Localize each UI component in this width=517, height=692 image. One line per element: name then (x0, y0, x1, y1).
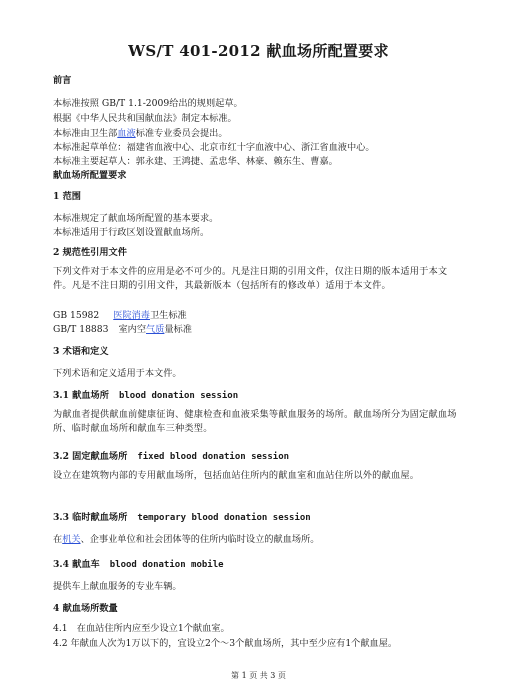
term-3-4-definition: 提供车上献血服务的专业车辆。 (53, 581, 182, 592)
term-3-3-definition (53, 531, 319, 545)
reference-2-post: 量标准 (164, 324, 192, 335)
section-4-item-2: 4.2 年献血人次为1万以下的，宜设立2个～3个献血场所，其中至少应有1个献血屋。 (53, 638, 398, 649)
section-4-item-1: 4.1 在血站住所内应至少设立1个献血室。 (53, 623, 230, 634)
term-3-3-def-post: 、企事业单位和社会团体等的住所内临时设立的献血场所。 (80, 534, 320, 545)
term-3-2 (53, 448, 289, 462)
section-2-heading: 2 规范性引用文件 (53, 247, 127, 258)
term-3-1-definition: 为献血者提供献血前健康征询、健康检查和血液采集等献血服务的场所。献血场所分为固定献血场所、临时献血场所和献血车三种类型。 (53, 409, 457, 434)
term-3-3-def-pre: 在 (53, 534, 63, 545)
reference-1-post: 卫生标准 (150, 310, 187, 321)
foreword-line-5: 本标准主要起草人：郭永建、王鸿捷、孟忠华、林豪、赖东生、曹嘉。 (53, 156, 338, 167)
foreword-heading: 前言 (53, 75, 72, 86)
term-3-3-en: temporary blood donation session (137, 513, 311, 523)
foreword-line-4: 本标准起草单位：福建省血液中心、北京市红十字血液中心、浙江省血液中心。 (53, 142, 375, 153)
institutions-link[interactable]: 机关 (62, 534, 81, 545)
section-3-heading: 3 术语和定义 (53, 346, 109, 357)
hospital-disinfection-link[interactable]: 医院消毒 (113, 310, 150, 321)
section-1-heading: 1 范围 (53, 191, 81, 202)
section-1-line-2: 本标准适用于行政区划设置献血场所。 (53, 227, 210, 238)
foreword-line-2: 根据《中华人民共和国献血法》制定本标准。 (53, 113, 237, 124)
foreword-line-3-pre: 本标准由卫生部 (53, 128, 118, 139)
reference-2-code: GB/T 18883 (53, 324, 109, 335)
section-4-heading: 4 献血场所数量 (53, 603, 118, 614)
document-title: WS/T 401-2012 献血场所配置要求 (128, 42, 389, 60)
page-footer: 第 1 页 共 3 页 (231, 671, 286, 680)
section-1-line-1: 本标准规定了献血场所配置的基本要求。 (53, 213, 219, 224)
foreword-line-3-post: 标准专业委员会提出。 (135, 128, 228, 139)
section-3-intro: 下列术语和定义适用于本文件。 (53, 368, 182, 379)
term-3-1 (53, 387, 238, 401)
term-3-1-zh: 3.1 献血场所 (53, 390, 109, 401)
term-3-4 (53, 556, 224, 570)
reference-1-code: GB 15982 (53, 310, 100, 321)
foreword-line-1: 本标准按照 GB/T 1.1-2009给出的规则起草。 (53, 98, 243, 109)
term-3-4-en: blood donation mobile (109, 560, 224, 570)
air-quality-link[interactable]: 气质 (146, 324, 165, 335)
foreword-line-3 (53, 125, 228, 139)
term-3-2-en: fixed blood donation session (137, 452, 290, 462)
reference-2 (53, 321, 192, 335)
term-3-2-definition: 设立在建筑物内部的专用献血场所，包括血站住所内的献血室和血站住所以外的献血屋。 (53, 470, 420, 481)
term-3-3-zh: 3.3 临时献血场所 (53, 512, 128, 523)
document-subtitle: 献血场所配置要求 (53, 170, 127, 181)
reference-2-pre: 室内空 (118, 324, 147, 335)
section-2-paragraph: 下列文件对于本文件的应用是必不可少的。凡是注日期的引用文件，仅注日期的版本适用于本文件。凡是不注日期的引用文件，其最新版本（包括所有的修改单）适用于本文件。 (53, 266, 448, 291)
term-3-4-zh: 3.4 献血车 (53, 559, 100, 570)
term-3-2-zh: 3.2 固定献血场所 (53, 451, 128, 462)
term-3-3 (53, 509, 311, 523)
reference-1 (53, 307, 187, 321)
term-3-1-en: blood donation session (118, 391, 239, 401)
blood-link[interactable]: 血液 (117, 128, 136, 139)
